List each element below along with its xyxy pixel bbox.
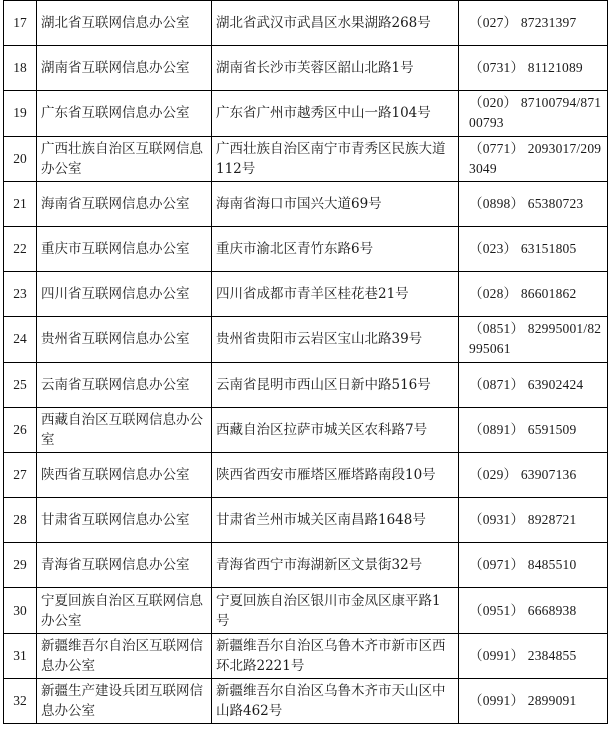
office-address: 西藏自治区拉萨市城关区农科路7号 [212, 407, 459, 452]
table-row [4, 317, 608, 362]
row-number: 28 [4, 498, 37, 543]
office-address: 湖南省长沙市芙蓉区韶山北路1号 [212, 46, 459, 91]
office-phone: （0951） 6668938 [459, 588, 608, 633]
office-address: 陕西省西安市雁塔区雁塔路南段10号 [212, 452, 459, 497]
row-number: 19 [4, 91, 37, 136]
office-address: 海南省海口市国兴大道69号 [212, 181, 459, 226]
table-body [4, 1, 608, 724]
office-name: 甘肃省互联网信息办公室 [37, 498, 212, 543]
office-name: 青海省互联网信息办公室 [37, 543, 212, 588]
office-phone: （0971） 8485510 [459, 543, 608, 588]
row-number: 32 [4, 678, 37, 723]
table-row [4, 362, 608, 407]
office-name: 西藏自治区互联网信息办公室 [37, 407, 212, 452]
office-name: 海南省互联网信息办公室 [37, 181, 212, 226]
row-number: 21 [4, 181, 37, 226]
office-name: 湖北省互联网信息办公室 [37, 1, 212, 46]
office-address: 四川省成都市青羊区桂花巷21号 [212, 272, 459, 317]
office-name: 四川省互联网信息办公室 [37, 272, 212, 317]
row-number: 24 [4, 317, 37, 362]
row-number: 17 [4, 1, 37, 46]
table-row [4, 91, 608, 136]
row-number: 29 [4, 543, 37, 588]
office-phone: （029） 63907136 [459, 452, 608, 497]
office-name: 广东省互联网信息办公室 [37, 91, 212, 136]
table-row [4, 498, 608, 543]
office-phone: （020） 87100794/87100793 [459, 91, 608, 136]
office-address: 广东省广州市越秀区中山一路104号 [212, 91, 459, 136]
office-phone: （023） 63151805 [459, 226, 608, 271]
office-address: 宁夏回族自治区银川市金凤区康平路1号 [212, 588, 459, 633]
table-row [4, 272, 608, 317]
table-row [4, 543, 608, 588]
office-name: 云南省互联网信息办公室 [37, 362, 212, 407]
office-phone: （0991） 2384855 [459, 633, 608, 678]
row-number: 25 [4, 362, 37, 407]
table-row [4, 678, 608, 723]
table-row [4, 181, 608, 226]
office-name: 贵州省互联网信息办公室 [37, 317, 212, 362]
office-name: 广西壮族自治区互联网信息办公室 [37, 136, 212, 181]
office-phone: （0898） 65380723 [459, 181, 608, 226]
row-number: 23 [4, 272, 37, 317]
office-name: 湖南省互联网信息办公室 [37, 46, 212, 91]
table-row [4, 136, 608, 181]
office-address: 青海省西宁市海湖新区文景街32号 [212, 543, 459, 588]
row-number: 27 [4, 452, 37, 497]
office-address: 新疆维吾尔自治区乌鲁木齐市天山区中山路462号 [212, 678, 459, 723]
row-number: 18 [4, 46, 37, 91]
office-contact-table [3, 0, 608, 724]
office-name: 新疆生产建设兵团互联网信息办公室 [37, 678, 212, 723]
office-phone: （0851） 82995001/82995061 [459, 317, 608, 362]
office-name: 宁夏回族自治区互联网信息办公室 [37, 588, 212, 633]
row-number: 26 [4, 407, 37, 452]
row-number: 20 [4, 136, 37, 181]
office-name: 重庆市互联网信息办公室 [37, 226, 212, 271]
office-address: 新疆维吾尔自治区乌鲁木齐市新市区西环北路2221号 [212, 633, 459, 678]
office-phone: （0871） 63902424 [459, 362, 608, 407]
office-phone: （0931） 8928721 [459, 498, 608, 543]
office-address: 贵州省贵阳市云岩区宝山北路39号 [212, 317, 459, 362]
office-name: 新疆维吾尔自治区互联网信息办公室 [37, 633, 212, 678]
table-row [4, 633, 608, 678]
table-row [4, 226, 608, 271]
table-row [4, 588, 608, 633]
table-row [4, 407, 608, 452]
row-number: 30 [4, 588, 37, 633]
office-address: 甘肃省兰州市城关区南昌路1648号 [212, 498, 459, 543]
office-phone: （027） 87231397 [459, 1, 608, 46]
office-phone: （028） 86601862 [459, 272, 608, 317]
office-address: 重庆市渝北区青竹东路6号 [212, 226, 459, 271]
office-phone: （0891） 6591509 [459, 407, 608, 452]
table-row [4, 46, 608, 91]
table-row [4, 452, 608, 497]
table-row [4, 1, 608, 46]
row-number: 31 [4, 633, 37, 678]
office-phone: （0771） 2093017/2093049 [459, 136, 608, 181]
office-address: 广西壮族自治区南宁市青秀区民族大道112号 [212, 136, 459, 181]
row-number: 22 [4, 226, 37, 271]
office-phone: （0731） 81121089 [459, 46, 608, 91]
office-phone: （0991） 2899091 [459, 678, 608, 723]
office-address: 云南省昆明市西山区日新中路516号 [212, 362, 459, 407]
office-name: 陕西省互联网信息办公室 [37, 452, 212, 497]
office-address: 湖北省武汉市武昌区水果湖路268号 [212, 1, 459, 46]
